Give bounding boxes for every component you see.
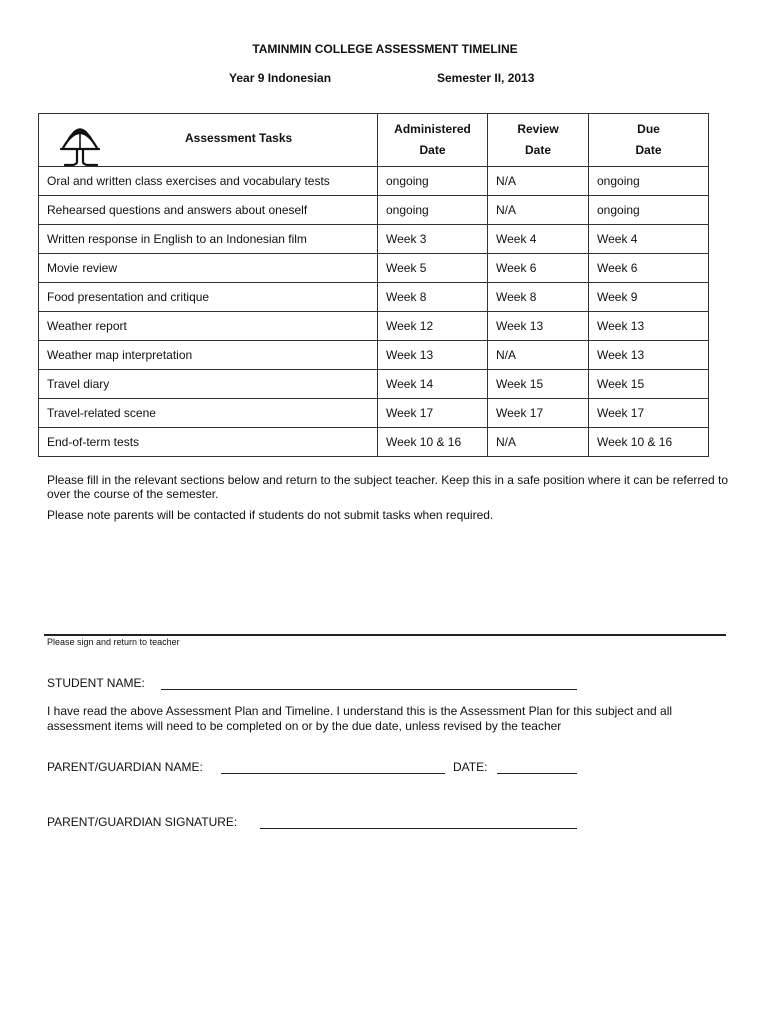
header-review-line1: Review — [517, 122, 559, 136]
review-date: Week 17 — [488, 399, 589, 428]
header-administered-line2: Date — [419, 143, 446, 157]
tasks-header-label: Assessment Tasks — [185, 131, 293, 145]
review-date: N/A — [488, 167, 589, 196]
signature-label: PARENT/GUARDIAN SIGNATURE: — [47, 815, 238, 829]
header-review-line2: Date — [524, 143, 551, 157]
task-name: Rehearsed questions and answers about oneself — [39, 196, 378, 225]
header-due-line1: Due — [637, 122, 660, 136]
due-date: ongoing — [589, 196, 709, 225]
review-date: N/A — [488, 428, 589, 457]
semester: Semester II, 2013 — [437, 71, 535, 85]
table-row — [39, 167, 709, 196]
parents-contact-note: Please note parents will be contacted if students do not submit tasks when required. — [47, 508, 494, 522]
review-date: Week 15 — [488, 370, 589, 399]
due-date: Week 17 — [589, 399, 709, 428]
assessment-table — [38, 113, 709, 457]
administered-date: ongoing — [378, 167, 488, 196]
task-name: Weather report — [39, 312, 378, 341]
table-row — [39, 370, 709, 399]
date-label: DATE: — [453, 760, 488, 774]
header-due-date — [589, 114, 709, 167]
task-name: Food presentation and critique — [39, 283, 378, 312]
header-due-line2: Date — [635, 143, 662, 157]
sign-return-label: Please sign and return to teacher — [47, 637, 180, 647]
college-tree-logo-icon — [57, 122, 103, 166]
due-date: ongoing — [589, 167, 709, 196]
administered-date: Week 3 — [378, 225, 488, 254]
administered-date: Week 5 — [378, 254, 488, 283]
table-row — [39, 254, 709, 283]
header-administered-line1: Administered — [394, 122, 471, 136]
declaration-text: I have read the above Assessment Plan and Timeline. I understand this is the Assessment Plan for this subject and all assessment items will need to be completed on or by the due date, unless revised by the teacher — [47, 704, 673, 733]
administered-date: ongoing — [378, 196, 488, 225]
review-date: N/A — [488, 341, 589, 370]
due-date: Week 6 — [589, 254, 709, 283]
table-row — [39, 312, 709, 341]
table-row — [39, 399, 709, 428]
review-date: Week 4 — [488, 225, 589, 254]
task-name: End-of-term tests — [39, 428, 378, 457]
review-date: Week 13 — [488, 312, 589, 341]
student-name-label: STUDENT NAME: — [47, 676, 145, 690]
due-date: Week 9 — [589, 283, 709, 312]
administered-date: Week 13 — [378, 341, 488, 370]
table-row — [39, 225, 709, 254]
due-date: Week 4 — [589, 225, 709, 254]
task-name: Travel-related scene — [39, 399, 378, 428]
instructions-note: Please fill in the relevant sections below and return to the subject teacher. Keep this in a safe position where it can be referred to over the course of the semester. — [47, 473, 729, 501]
task-name: Written response in English to an Indonesian film — [39, 225, 378, 254]
due-date: Week 10 & 16 — [589, 428, 709, 457]
task-name: Movie review — [39, 254, 378, 283]
task-name: Oral and written class exercises and vocabulary tests — [39, 167, 378, 196]
review-date: Week 8 — [488, 283, 589, 312]
administered-date: Week 17 — [378, 399, 488, 428]
table-row — [39, 428, 709, 457]
table-row — [39, 283, 709, 312]
document-title: TAMINMIN COLLEGE ASSESSMENT TIMELINE — [252, 42, 518, 56]
header-administered-date — [378, 114, 488, 167]
table-row — [39, 341, 709, 370]
student-name-line[interactable] — [161, 689, 577, 690]
administered-date: Week 14 — [378, 370, 488, 399]
date-line[interactable] — [497, 773, 577, 774]
administered-date: Week 8 — [378, 283, 488, 312]
parent-name-line[interactable] — [221, 773, 445, 774]
table-row — [39, 196, 709, 225]
table-header-row — [39, 114, 709, 167]
due-date: Week 13 — [589, 312, 709, 341]
administered-date: Week 10 & 16 — [378, 428, 488, 457]
task-name: Weather map interpretation — [39, 341, 378, 370]
header-review-date — [488, 114, 589, 167]
due-date: Week 13 — [589, 341, 709, 370]
year-subject: Year 9 Indonesian — [229, 71, 332, 85]
review-date: N/A — [488, 196, 589, 225]
header-assessment-tasks — [39, 114, 378, 167]
parent-name-label: PARENT/GUARDIAN NAME: — [47, 760, 203, 774]
task-name: Travel diary — [39, 370, 378, 399]
signature-line[interactable] — [260, 828, 577, 829]
review-date: Week 6 — [488, 254, 589, 283]
administered-date: Week 12 — [378, 312, 488, 341]
due-date: Week 15 — [589, 370, 709, 399]
divider — [44, 634, 726, 636]
